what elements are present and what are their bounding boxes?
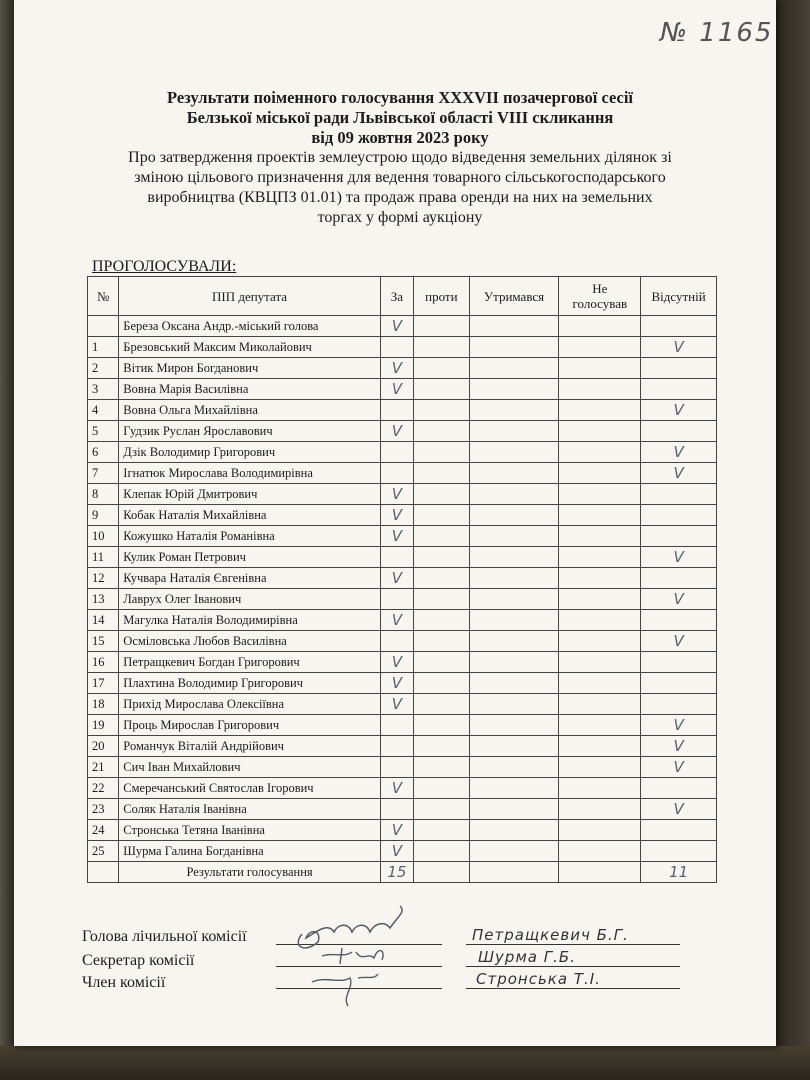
- table-row: [88, 442, 717, 463]
- table-row: [88, 568, 717, 589]
- vote-cell-ne-holosuvav: [559, 757, 641, 778]
- table-row: [88, 358, 717, 379]
- result-label: Результати голосування: [119, 862, 380, 883]
- vote-cell-utrymavsia: [469, 778, 559, 799]
- deputy-number: 1: [88, 337, 119, 358]
- deputy-number: 15: [88, 631, 119, 652]
- vote-cell-vidsutnii: V: [641, 736, 717, 757]
- vote-cell-vidsutnii: V: [641, 631, 717, 652]
- vote-cell-vidsutnii: [641, 526, 717, 547]
- vote-cell-proty: [414, 631, 470, 652]
- vote-cell-vidsutnii: [641, 568, 717, 589]
- deputy-number: 21: [88, 757, 119, 778]
- deputy-number: 22: [88, 778, 119, 799]
- vote-cell-za: [380, 463, 413, 484]
- vote-cell-ne-holosuvav: [559, 358, 641, 379]
- vote-cell-vidsutnii: V: [641, 757, 717, 778]
- vote-cell-proty: [414, 673, 470, 694]
- vote-cell-ne-holosuvav: [559, 715, 641, 736]
- table-row: [88, 526, 717, 547]
- vote-cell-proty: [414, 358, 470, 379]
- vote-cell-proty: [414, 505, 470, 526]
- deputy-number: 17: [88, 673, 119, 694]
- vote-cell-za: V: [380, 421, 413, 442]
- header-utrymavsia: Утримався: [469, 277, 559, 316]
- table-row: [88, 421, 717, 442]
- vote-cell-ne-holosuvav: [559, 841, 641, 862]
- deputy-number: 13: [88, 589, 119, 610]
- vote-cell-utrymavsia: [469, 589, 559, 610]
- voted-label: ПРОГОЛОСУВАЛИ:: [92, 258, 237, 275]
- deputy-name: Кобак Наталія Михайлівна: [119, 505, 380, 526]
- deputy-name: Вовна Марія Василівна: [119, 379, 380, 400]
- deputy-name: Петращкевич Богдан Григорович: [119, 652, 380, 673]
- deputy-name: Магулка Наталія Володимирівна: [119, 610, 380, 631]
- vote-cell-za: [380, 715, 413, 736]
- deputy-name: Прихід Мирослава Олексіївна: [119, 694, 380, 715]
- deputy-name: Кожушко Наталія Романівна: [119, 526, 380, 547]
- vote-cell-proty: [414, 841, 470, 862]
- table-row: [88, 547, 717, 568]
- table-row: [88, 694, 717, 715]
- vote-cell-vidsutnii: [641, 358, 717, 379]
- vote-cell-za: [380, 337, 413, 358]
- subject-line: Про затвердження проектів землеустрою щодо відведення земельних ділянок зі: [128, 149, 672, 166]
- name-line: [466, 944, 680, 945]
- vote-cell-utrymavsia: [469, 610, 559, 631]
- handwritten-signature-icon: [282, 902, 412, 1012]
- vote-cell-vidsutnii: [641, 379, 717, 400]
- table-row: [88, 820, 717, 841]
- vote-cell-ne-holosuvav: [559, 442, 641, 463]
- vote-cell-utrymavsia: [469, 694, 559, 715]
- table-row: [88, 652, 717, 673]
- vote-cell-ne-holosuvav: [559, 736, 641, 757]
- header-vidsutnii: Відсутній: [641, 277, 717, 316]
- title-block: [60, 88, 740, 228]
- vote-cell-proty: [414, 547, 470, 568]
- deputy-name: Сич Іван Михайлович: [119, 757, 380, 778]
- vote-cell-vidsutnii: [641, 841, 717, 862]
- deputy-number: 7: [88, 463, 119, 484]
- table-row: [88, 778, 717, 799]
- total-vidsutnii: 11: [641, 862, 717, 883]
- vote-cell-ne-holosuvav: [559, 505, 641, 526]
- deputy-name: Гудзик Руслан Ярославович: [119, 421, 380, 442]
- subject-line: виробництва (КВЦПЗ 01.01) та продаж права оренди на них на земельних: [147, 189, 653, 206]
- deputy-number: 9: [88, 505, 119, 526]
- vote-rows: [88, 316, 717, 862]
- chair-handwritten-name: Петращкевич Б.Г.: [472, 926, 629, 944]
- vote-cell-za: [380, 400, 413, 421]
- vote-cell-ne-holosuvav: [559, 400, 641, 421]
- table-row: [88, 715, 717, 736]
- deputy-name: Клепак Юрій Дмитрович: [119, 484, 380, 505]
- result-row: [88, 862, 717, 883]
- secretary-handwritten-name: Шурма Г.Б.: [478, 948, 576, 966]
- table-row: [88, 589, 717, 610]
- total-za: 15: [380, 862, 413, 883]
- signature-role-secretary: Секретар комісії: [82, 952, 195, 969]
- vote-cell-utrymavsia: [469, 568, 559, 589]
- deputy-name: Осміловська Любов Василівна: [119, 631, 380, 652]
- vote-cell-za: [380, 757, 413, 778]
- vote-cell-vidsutnii: [641, 505, 717, 526]
- vote-cell-ne-holosuvav: [559, 526, 641, 547]
- vote-cell-utrymavsia: [469, 316, 559, 337]
- vote-cell-proty: [414, 589, 470, 610]
- vote-cell-ne-holosuvav: [559, 694, 641, 715]
- vote-cell-za: V: [380, 526, 413, 547]
- vote-cell-proty: [414, 610, 470, 631]
- header-proty: проти: [414, 277, 470, 316]
- vote-cell-za: V: [380, 820, 413, 841]
- deputy-number: 11: [88, 547, 119, 568]
- vote-cell-proty: [414, 778, 470, 799]
- vote-cell-ne-holosuvav: [559, 652, 641, 673]
- table-row: [88, 673, 717, 694]
- result-empty-cell: [88, 862, 119, 883]
- vote-cell-za: V: [380, 610, 413, 631]
- vote-cell-vidsutnii: [641, 673, 717, 694]
- vote-cell-utrymavsia: [469, 400, 559, 421]
- name-line: [466, 966, 680, 967]
- vote-cell-proty: [414, 715, 470, 736]
- vote-cell-ne-holosuvav: [559, 379, 641, 400]
- total-proty: [414, 862, 470, 883]
- vote-cell-ne-holosuvav: [559, 610, 641, 631]
- vote-cell-vidsutnii: [641, 694, 717, 715]
- deputy-number: 16: [88, 652, 119, 673]
- vote-cell-za: V: [380, 316, 413, 337]
- vote-cell-utrymavsia: [469, 841, 559, 862]
- vote-cell-utrymavsia: [469, 820, 559, 841]
- document-number: № 1165: [660, 18, 774, 48]
- member-handwritten-name: Стронська Т.І.: [476, 970, 601, 988]
- table-row: [88, 505, 717, 526]
- deputy-number: 2: [88, 358, 119, 379]
- vote-cell-za: V: [380, 652, 413, 673]
- vote-cell-vidsutnii: V: [641, 337, 717, 358]
- vote-cell-utrymavsia: [469, 463, 559, 484]
- vote-cell-ne-holosuvav: [559, 631, 641, 652]
- vote-cell-vidsutnii: V: [641, 400, 717, 421]
- vote-cell-vidsutnii: V: [641, 715, 717, 736]
- vote-cell-proty: [414, 652, 470, 673]
- vote-cell-proty: [414, 442, 470, 463]
- vote-cell-ne-holosuvav: [559, 799, 641, 820]
- vote-cell-ne-holosuvav: [559, 778, 641, 799]
- vote-cell-za: V: [380, 568, 413, 589]
- table-row: [88, 379, 717, 400]
- deputy-name: Шурма Галина Богданівна: [119, 841, 380, 862]
- vote-cell-za: V: [380, 841, 413, 862]
- vote-cell-vidsutnii: [641, 820, 717, 841]
- deputy-number: 19: [88, 715, 119, 736]
- vote-cell-ne-holosuvav: [559, 484, 641, 505]
- vote-cell-vidsutnii: V: [641, 463, 717, 484]
- vote-cell-za: V: [380, 505, 413, 526]
- deputy-name: Вовна Ольга Михайлівна: [119, 400, 380, 421]
- vote-cell-proty: [414, 799, 470, 820]
- vote-cell-utrymavsia: [469, 526, 559, 547]
- vote-cell-proty: [414, 484, 470, 505]
- deputy-name: Ігнатюк Мирослава Володимирівна: [119, 463, 380, 484]
- table-row: [88, 400, 717, 421]
- vote-cell-proty: [414, 568, 470, 589]
- deputy-name: Лаврух Олег Іванович: [119, 589, 380, 610]
- deputy-name: Кучвара Наталія Євгенівна: [119, 568, 380, 589]
- vote-cell-utrymavsia: [469, 442, 559, 463]
- deputy-name: Кулик Роман Петрович: [119, 547, 380, 568]
- deputy-number: 24: [88, 820, 119, 841]
- table-row: [88, 316, 717, 337]
- vote-cell-vidsutnii: V: [641, 589, 717, 610]
- vote-cell-proty: [414, 463, 470, 484]
- deputy-number: 6: [88, 442, 119, 463]
- vote-cell-proty: [414, 400, 470, 421]
- vote-cell-utrymavsia: [469, 421, 559, 442]
- vote-cell-utrymavsia: [469, 631, 559, 652]
- deputy-name: Соляк Наталія Іванівна: [119, 799, 380, 820]
- deputy-number: 20: [88, 736, 119, 757]
- deputy-number: 4: [88, 400, 119, 421]
- deputy-number: 12: [88, 568, 119, 589]
- vote-cell-utrymavsia: [469, 652, 559, 673]
- background-right: [776, 0, 810, 1080]
- deputy-name: Смеречанський Святослав Ігорович: [119, 778, 380, 799]
- header-name: ПІП депутата: [119, 277, 380, 316]
- deputy-name: Стронська Тетяна Іванівна: [119, 820, 380, 841]
- header-num: №: [88, 277, 119, 316]
- vote-cell-vidsutnii: [641, 316, 717, 337]
- vote-cell-ne-holosuvav: [559, 589, 641, 610]
- vote-cell-vidsutnii: V: [641, 547, 717, 568]
- vote-cell-utrymavsia: [469, 505, 559, 526]
- deputy-name: Вітик Мирон Богданович: [119, 358, 380, 379]
- vote-cell-za: [380, 442, 413, 463]
- vote-cell-proty: [414, 316, 470, 337]
- vote-cell-ne-holosuvav: [559, 316, 641, 337]
- vote-cell-proty: [414, 526, 470, 547]
- deputy-number: 10: [88, 526, 119, 547]
- table-header-row: [88, 277, 717, 316]
- vote-cell-za: [380, 799, 413, 820]
- table-row: [88, 841, 717, 862]
- vote-cell-proty: [414, 757, 470, 778]
- total-ne-holosuvav: [559, 862, 641, 883]
- table-row: [88, 736, 717, 757]
- vote-cell-ne-holosuvav: [559, 673, 641, 694]
- deputy-name: Брезовський Максим Миколайович: [119, 337, 380, 358]
- vote-cell-proty: [414, 820, 470, 841]
- deputy-number: 3: [88, 379, 119, 400]
- vote-cell-ne-holosuvav: [559, 463, 641, 484]
- vote-cell-ne-holosuvav: [559, 820, 641, 841]
- deputy-number: 25: [88, 841, 119, 862]
- table-row: [88, 337, 717, 358]
- vote-cell-utrymavsia: [469, 757, 559, 778]
- vote-cell-ne-holosuvav: [559, 421, 641, 442]
- vote-cell-vidsutnii: [641, 778, 717, 799]
- vote-cell-ne-holosuvav: [559, 568, 641, 589]
- vote-cell-proty: [414, 379, 470, 400]
- vote-cell-za: [380, 589, 413, 610]
- vote-cell-ne-holosuvav: [559, 547, 641, 568]
- votes-table: [87, 276, 717, 883]
- vote-cell-za: V: [380, 694, 413, 715]
- vote-cell-ne-holosuvav: [559, 337, 641, 358]
- deputy-number: 18: [88, 694, 119, 715]
- vote-cell-utrymavsia: [469, 673, 559, 694]
- vote-cell-za: [380, 736, 413, 757]
- subject-line: зміною цільового призначення для ведення товарного сільськогосподарського: [134, 169, 666, 186]
- deputy-number: 5: [88, 421, 119, 442]
- table-row: [88, 799, 717, 820]
- vote-cell-za: V: [380, 778, 413, 799]
- vote-cell-utrymavsia: [469, 358, 559, 379]
- vote-cell-vidsutnii: [641, 421, 717, 442]
- vote-cell-vidsutnii: [641, 484, 717, 505]
- vote-cell-vidsutnii: V: [641, 799, 717, 820]
- vote-cell-za: V: [380, 484, 413, 505]
- table-row: [88, 631, 717, 652]
- table-row: [88, 463, 717, 484]
- deputy-number: 23: [88, 799, 119, 820]
- deputy-number: [88, 316, 119, 337]
- table-row: [88, 757, 717, 778]
- header-ne-holosuvav: Не голосував: [559, 277, 641, 316]
- vote-cell-proty: [414, 421, 470, 442]
- vote-cell-vidsutnii: V: [641, 442, 717, 463]
- vote-cell-proty: [414, 736, 470, 757]
- vote-cell-za: [380, 547, 413, 568]
- vote-cell-utrymavsia: [469, 379, 559, 400]
- vote-cell-proty: [414, 337, 470, 358]
- vote-cell-utrymavsia: [469, 736, 559, 757]
- deputy-name: Дзік Володимир Григорович: [119, 442, 380, 463]
- total-utrymavsia: [469, 862, 559, 883]
- name-line: [466, 988, 680, 989]
- signature-role-chair: Голова лічильної комісії: [82, 928, 247, 945]
- vote-cell-vidsutnii: [641, 610, 717, 631]
- title-line: Белзької міської ради Львівської області VIII скликання: [186, 108, 614, 127]
- deputy-name: Плахтина Володимир Григорович: [119, 673, 380, 694]
- header-za: За: [380, 277, 413, 316]
- vote-cell-za: [380, 631, 413, 652]
- title-line: від 09 жовтня 2023 року: [311, 128, 489, 147]
- vote-cell-vidsutnii: [641, 652, 717, 673]
- title-line: Результати поіменного голосування XXXVII позачергової сесії: [167, 88, 633, 107]
- vote-cell-za: V: [380, 379, 413, 400]
- table-row: [88, 610, 717, 631]
- vote-cell-proty: [414, 694, 470, 715]
- background-bottom: [0, 1046, 810, 1080]
- deputy-number: 14: [88, 610, 119, 631]
- vote-cell-za: V: [380, 673, 413, 694]
- vote-cell-utrymavsia: [469, 547, 559, 568]
- deputy-name: Проць Мирослав Григорович: [119, 715, 380, 736]
- table-row: [88, 484, 717, 505]
- vote-cell-za: V: [380, 358, 413, 379]
- deputy-name: Береза Оксана Андр.-міський голова: [119, 316, 380, 337]
- deputy-number: 8: [88, 484, 119, 505]
- background-left: [0, 0, 14, 1080]
- vote-cell-utrymavsia: [469, 799, 559, 820]
- signature-role-member: Член комісії: [82, 974, 166, 991]
- vote-cell-utrymavsia: [469, 484, 559, 505]
- vote-cell-utrymavsia: [469, 337, 559, 358]
- subject-line: торгах у формі аукціону: [317, 209, 483, 226]
- vote-cell-utrymavsia: [469, 715, 559, 736]
- deputy-name: Романчук Віталій Андрійович: [119, 736, 380, 757]
